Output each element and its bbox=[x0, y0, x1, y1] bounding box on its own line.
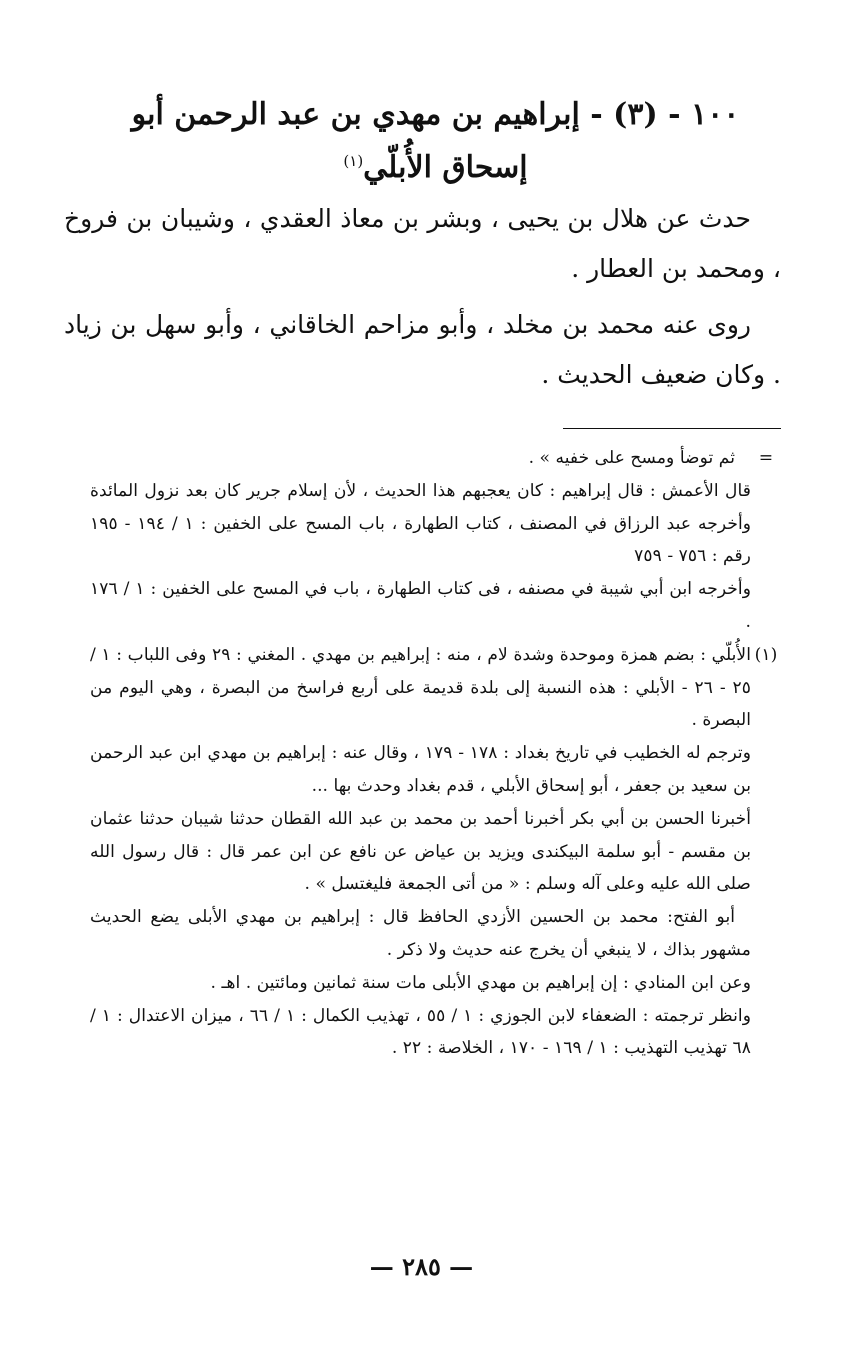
footnote-line: وأخرجه ابن أبي شيبة في مصنفه ، فى كتاب الطهارة ، باب في المسح على الخفين : ١ / ١٧٦ . bbox=[90, 579, 752, 632]
footnotes bbox=[90, 442, 781, 1065]
footnote-line: وترجم له الخطيب في تاريخ بغداد : ١٧٨ - ١٧٩ ، وقال عنه : إبراهيم بن مهدي ابن عبد الرحمن بن سعيد بن جعفر ، أبو إسحاق الأبلي ، قدم بغداد وحدث بها ... bbox=[90, 743, 752, 796]
continuation-marker: = bbox=[758, 448, 774, 468]
entry-heading bbox=[90, 92, 781, 191]
footnote-line: وعن ابن المنادي : إن إبراهيم بن مهدي الأبلى مات سنة ثمانين ومائتين . اهـ . bbox=[210, 972, 751, 993]
footnote-line: أخبرنا الحسن بن أبي بكر أخبرنا أحمد بن محمد بن عبد الله القطان حدثنا شيبان حدثنا عثمان بن مقسم - أبو سلمة البيكندى ويزيد بن عياض عن نافع عن ابن عمر قال : قال رسول الله صلى الله عليه وعلى آله وسلم : « من أتى الجمعة فليغتسل » . bbox=[90, 808, 751, 895]
footnote-separator bbox=[563, 428, 781, 429]
footnote-line: ثم توضأ ومسح على خفيه » . bbox=[528, 448, 735, 468]
footnote-line: الأُبلّي : بضم همزة وموحدة وشدة لام ، منه : إبراهيم بن مهدي . المغني : ٢٩ وفى اللباب : ١ / ٢٥ - ٢٦ - الأبلي : هذه النسبة إلى بلدة قديمة على أربع فراسخ من البصرة ، وهي اليوم من البصرة . bbox=[90, 644, 752, 731]
footnote-1 bbox=[90, 639, 781, 1065]
paragraph-text: روى عنه محمد بن مخلد ، وأبو مزاحم الخاقاني ، وأبو سهل بن زياد . وكان ضعيف الحديث . bbox=[64, 310, 781, 389]
footnote-ref: (١) bbox=[343, 152, 364, 170]
page-number: — ٢٨٥ — bbox=[369, 1252, 474, 1281]
footnote-line: قال الأعمش : قال إبراهيم : كان يعجبهم هذا الحديث ، لأن إسلام جرير كان بعد نزول المائدة وأخرجه عبد الرزاق في المصنف ، كتاب الطهارة ، باب المسح على الخفين : ١ / ١٩٤ - ١٩٥ رقم : ٧٥٦ - ٧٥٩ bbox=[90, 480, 752, 567]
footnote-continuation bbox=[90, 442, 781, 639]
entry-title: ١٠٠ - (٣) - إبراهيم بن مهدي بن عبد الرحمن أبو إسحاق الأُبلّي bbox=[131, 97, 740, 185]
footnote-1-marker: (١) bbox=[754, 644, 778, 665]
paragraph-text: حدث عن هلال بن يحيى ، وبشر بن معاذ العقدي ، وشيبان بن فروخ ، ومحمد بن العطار . bbox=[64, 204, 781, 283]
entry-paragraph-2 bbox=[64, 300, 781, 400]
entry-paragraph-1 bbox=[64, 194, 781, 294]
footnote-line: أبو الفتح: محمد بن الحسين الأزدي الحافظ قال : إبراهيم بن مهدي الأبلى يضع الحديث مشهور بذاك ، لا ينبغي أن يخرج عنه حديث ولا ذكر . bbox=[90, 907, 751, 960]
footnote-line: وانظر ترجمته : الضعفاء لابن الجوزي : ١ / ٥٥ ، تهذيب الكمال : ١ / ٦٦ ، ميزان الاعتدال : ١ / ٦٨ تهذيب التهذيب : ١ / ١٦٩ - ١٧٠ ، الخلاصة : ٢٢ . bbox=[90, 1005, 752, 1059]
